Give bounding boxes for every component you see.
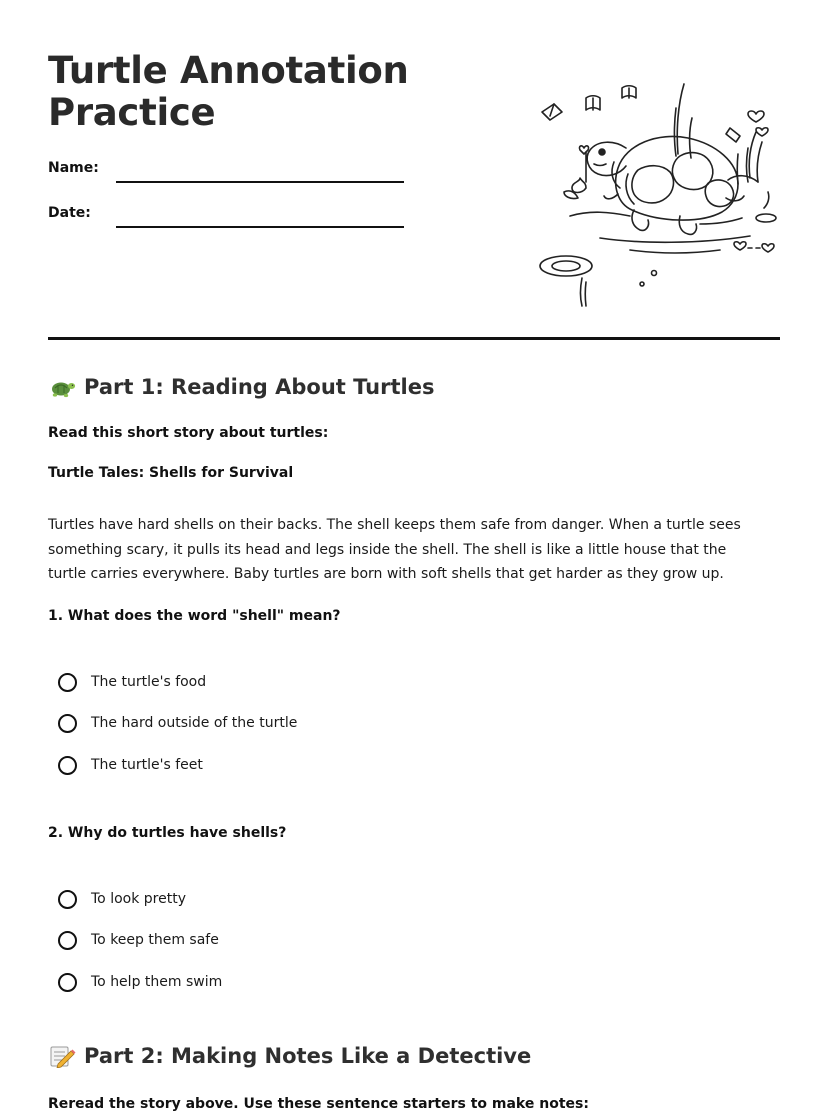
q1-option-1-radio[interactable] (58, 673, 77, 692)
part1-heading (48, 375, 434, 399)
name-label: Name: (48, 160, 99, 176)
q1-option-2-radio[interactable] (58, 714, 77, 733)
q1-option-3-radio[interactable] (58, 756, 77, 775)
part1-instruction: Read this short story about turtles: (48, 425, 329, 441)
q2-option-1-label: To look pretty (91, 891, 186, 907)
part2-instruction: Reread the story above. Use these sentence starters to make notes: (48, 1096, 589, 1112)
story-text: Turtles have hard shells on their backs. The shell keeps them safe from danger. When a turtle sees something scary, it pulls its head and legs inside the shell. The shell is like a little house that the turtle carries everywhere. Baby turtles are born with soft shells that get harder as they grow up. (48, 517, 741, 582)
q2-option-3-radio[interactable] (58, 973, 77, 992)
q1-option-2-label: The hard outside of the turtle (91, 715, 298, 731)
q1-option-2[interactable] (58, 711, 297, 735)
q2-option-3[interactable] (58, 970, 222, 994)
date-line[interactable] (116, 226, 404, 228)
part2-heading-text: Part 2: Making Notes Like a Detective (84, 1044, 532, 1068)
question-2: 2. Why do turtles have shells? (48, 825, 287, 841)
q2-option-3-label: To help them swim (91, 974, 223, 990)
name-field[interactable] (48, 160, 408, 184)
name-line[interactable] (116, 181, 404, 183)
q1-option-1-label: The turtle's food (91, 674, 207, 690)
date-field[interactable] (48, 205, 408, 229)
q1-option-3-label: The turtle's feet (91, 757, 203, 773)
section-divider (48, 337, 780, 340)
turtle-illustration (530, 78, 778, 310)
page-title: Turtle Annotation Practice (48, 49, 409, 134)
q2-option-2-label: To keep them safe (91, 932, 219, 948)
turtle-icon (48, 375, 76, 399)
part2-heading (48, 1044, 531, 1068)
q2-option-2[interactable] (58, 928, 219, 952)
q2-option-1[interactable] (58, 887, 186, 911)
story-title: Turtle Tales: Shells for Survival (48, 465, 294, 481)
q1-option-3[interactable] (58, 753, 203, 777)
memo-pencil-icon (48, 1044, 76, 1068)
question-1: 1. What does the word "shell" mean? (48, 608, 341, 624)
date-label: Date: (48, 205, 91, 221)
part1-heading-text: Part 1: Reading About Turtles (84, 375, 435, 399)
q2-option-1-radio[interactable] (58, 890, 77, 909)
q2-option-2-radio[interactable] (58, 931, 77, 950)
q1-option-1[interactable] (58, 670, 206, 694)
